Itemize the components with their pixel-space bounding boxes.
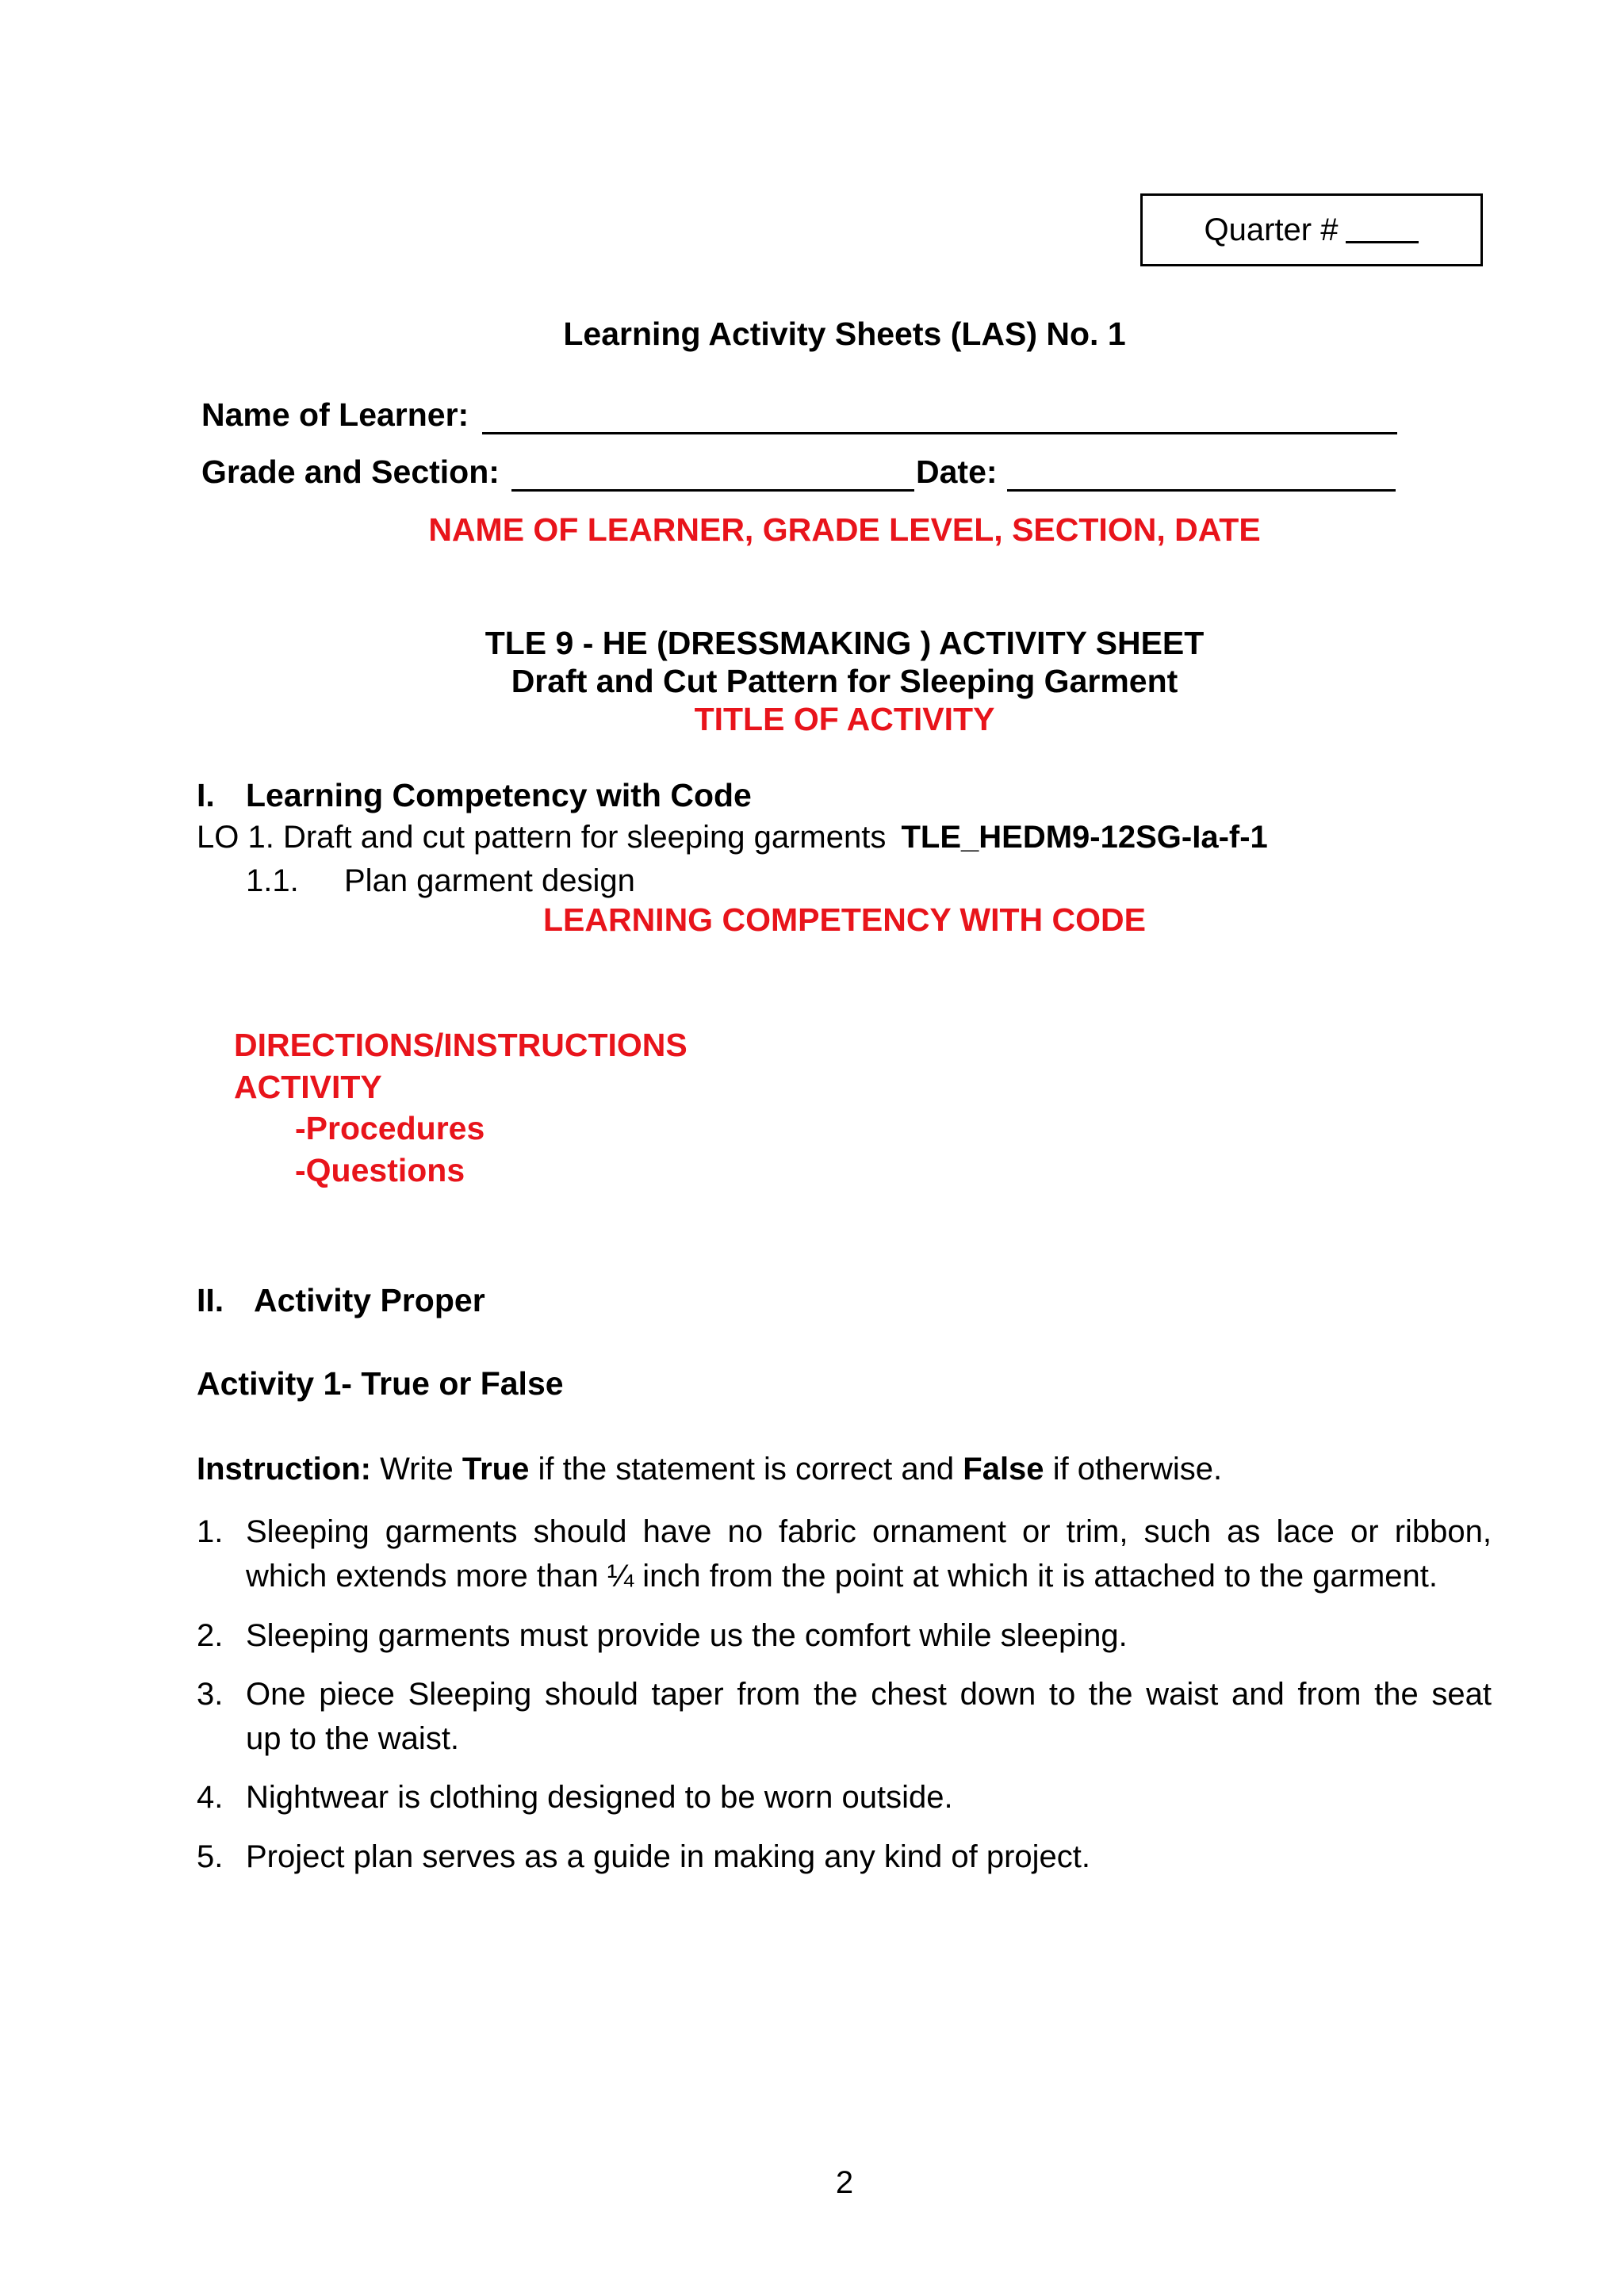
activity-sheet-title: TLE 9 - HE (DRESSMAKING ) ACTIVITY SHEET bbox=[485, 625, 1205, 661]
grade-blank[interactable] bbox=[511, 489, 914, 492]
item-number: 2. bbox=[197, 1618, 224, 1653]
subcompetency-text: Plan garment design bbox=[344, 863, 635, 898]
questions-note: -Questions bbox=[295, 1152, 465, 1188]
section2-heading: Activity Proper bbox=[254, 1282, 485, 1318]
instruction-label: Instruction: bbox=[197, 1452, 371, 1487]
item-text-line: which extends more than ¼ inch from the point at which it is attached to the garment. bbox=[246, 1559, 1438, 1594]
learning-objective-text: LO 1. Draft and cut pattern for sleeping garments bbox=[197, 820, 887, 855]
activity-sheet-subtitle: Draft and Cut Pattern for Sleeping Garment bbox=[511, 663, 1178, 699]
section1-heading: Learning Competency with Code bbox=[246, 777, 752, 813]
page-number: 2 bbox=[835, 2165, 854, 2200]
name-blank[interactable] bbox=[482, 432, 1397, 434]
date-blank[interactable] bbox=[1007, 489, 1396, 492]
item-number: 5. bbox=[197, 1839, 224, 1874]
item-text-line: Nightwear is clothing designed to be worn outside. bbox=[246, 1780, 953, 1815]
instruction-text-1: Write bbox=[380, 1452, 454, 1487]
competency-note: LEARNING COMPETENCY WITH CODE bbox=[542, 901, 1147, 938]
item-text-line: Project plan serves as a guide in making any kind of project. bbox=[246, 1839, 1091, 1874]
grade-label: Grade and Section: bbox=[201, 453, 500, 490]
document-title: Learning Activity Sheets (LAS) No. 1 bbox=[563, 316, 1126, 352]
date-label: Date: bbox=[916, 453, 998, 490]
learning-objective bbox=[197, 820, 1268, 855]
quarter-box bbox=[1140, 193, 1483, 266]
name-label: Name of Learner: bbox=[201, 396, 469, 433]
quarter-label: Quarter # bbox=[1204, 212, 1339, 247]
title-note: TITLE OF ACTIVITY bbox=[694, 701, 995, 737]
instruction-false-word: False bbox=[963, 1452, 1044, 1487]
directions-note: DIRECTIONS/INSTRUCTIONS bbox=[234, 1027, 688, 1063]
section1-number: I. bbox=[197, 777, 215, 813]
instruction-text-3: if otherwise. bbox=[1052, 1452, 1223, 1487]
learner-info-note: NAME OF LEARNER, GRADE LEVEL, SECTION, DATE bbox=[428, 511, 1261, 548]
quarter-blank[interactable] bbox=[1346, 217, 1419, 243]
item-number: 1. bbox=[197, 1514, 224, 1549]
subcompetency-number: 1.1. bbox=[246, 863, 299, 898]
instruction-true-word: True bbox=[462, 1452, 530, 1487]
item-text-line: up to the waist. bbox=[246, 1721, 460, 1756]
item-text-line: One piece Sleeping should taper from the chest down to the waist and from the seat bbox=[246, 1677, 1492, 1712]
item-text-line: Sleeping garments must provide us the comfort while sleeping. bbox=[246, 1618, 1128, 1653]
item-number: 4. bbox=[197, 1780, 224, 1815]
item-number: 3. bbox=[197, 1677, 224, 1712]
item-text-line: Sleeping garments should have no fabric ornament or trim, such as lace or ribbon, bbox=[246, 1514, 1492, 1549]
activity-note: ACTIVITY bbox=[234, 1069, 382, 1105]
competency-code: TLE_HEDM9-12SG-Ia-f-1 bbox=[901, 820, 1268, 855]
instruction-line bbox=[197, 1452, 1222, 1487]
activity1-heading: Activity 1- True or False bbox=[197, 1365, 564, 1402]
section2-number: II. bbox=[197, 1282, 224, 1318]
instruction-text-2: if the statement is correct and bbox=[538, 1452, 955, 1487]
procedures-note: -Procedures bbox=[295, 1110, 485, 1146]
